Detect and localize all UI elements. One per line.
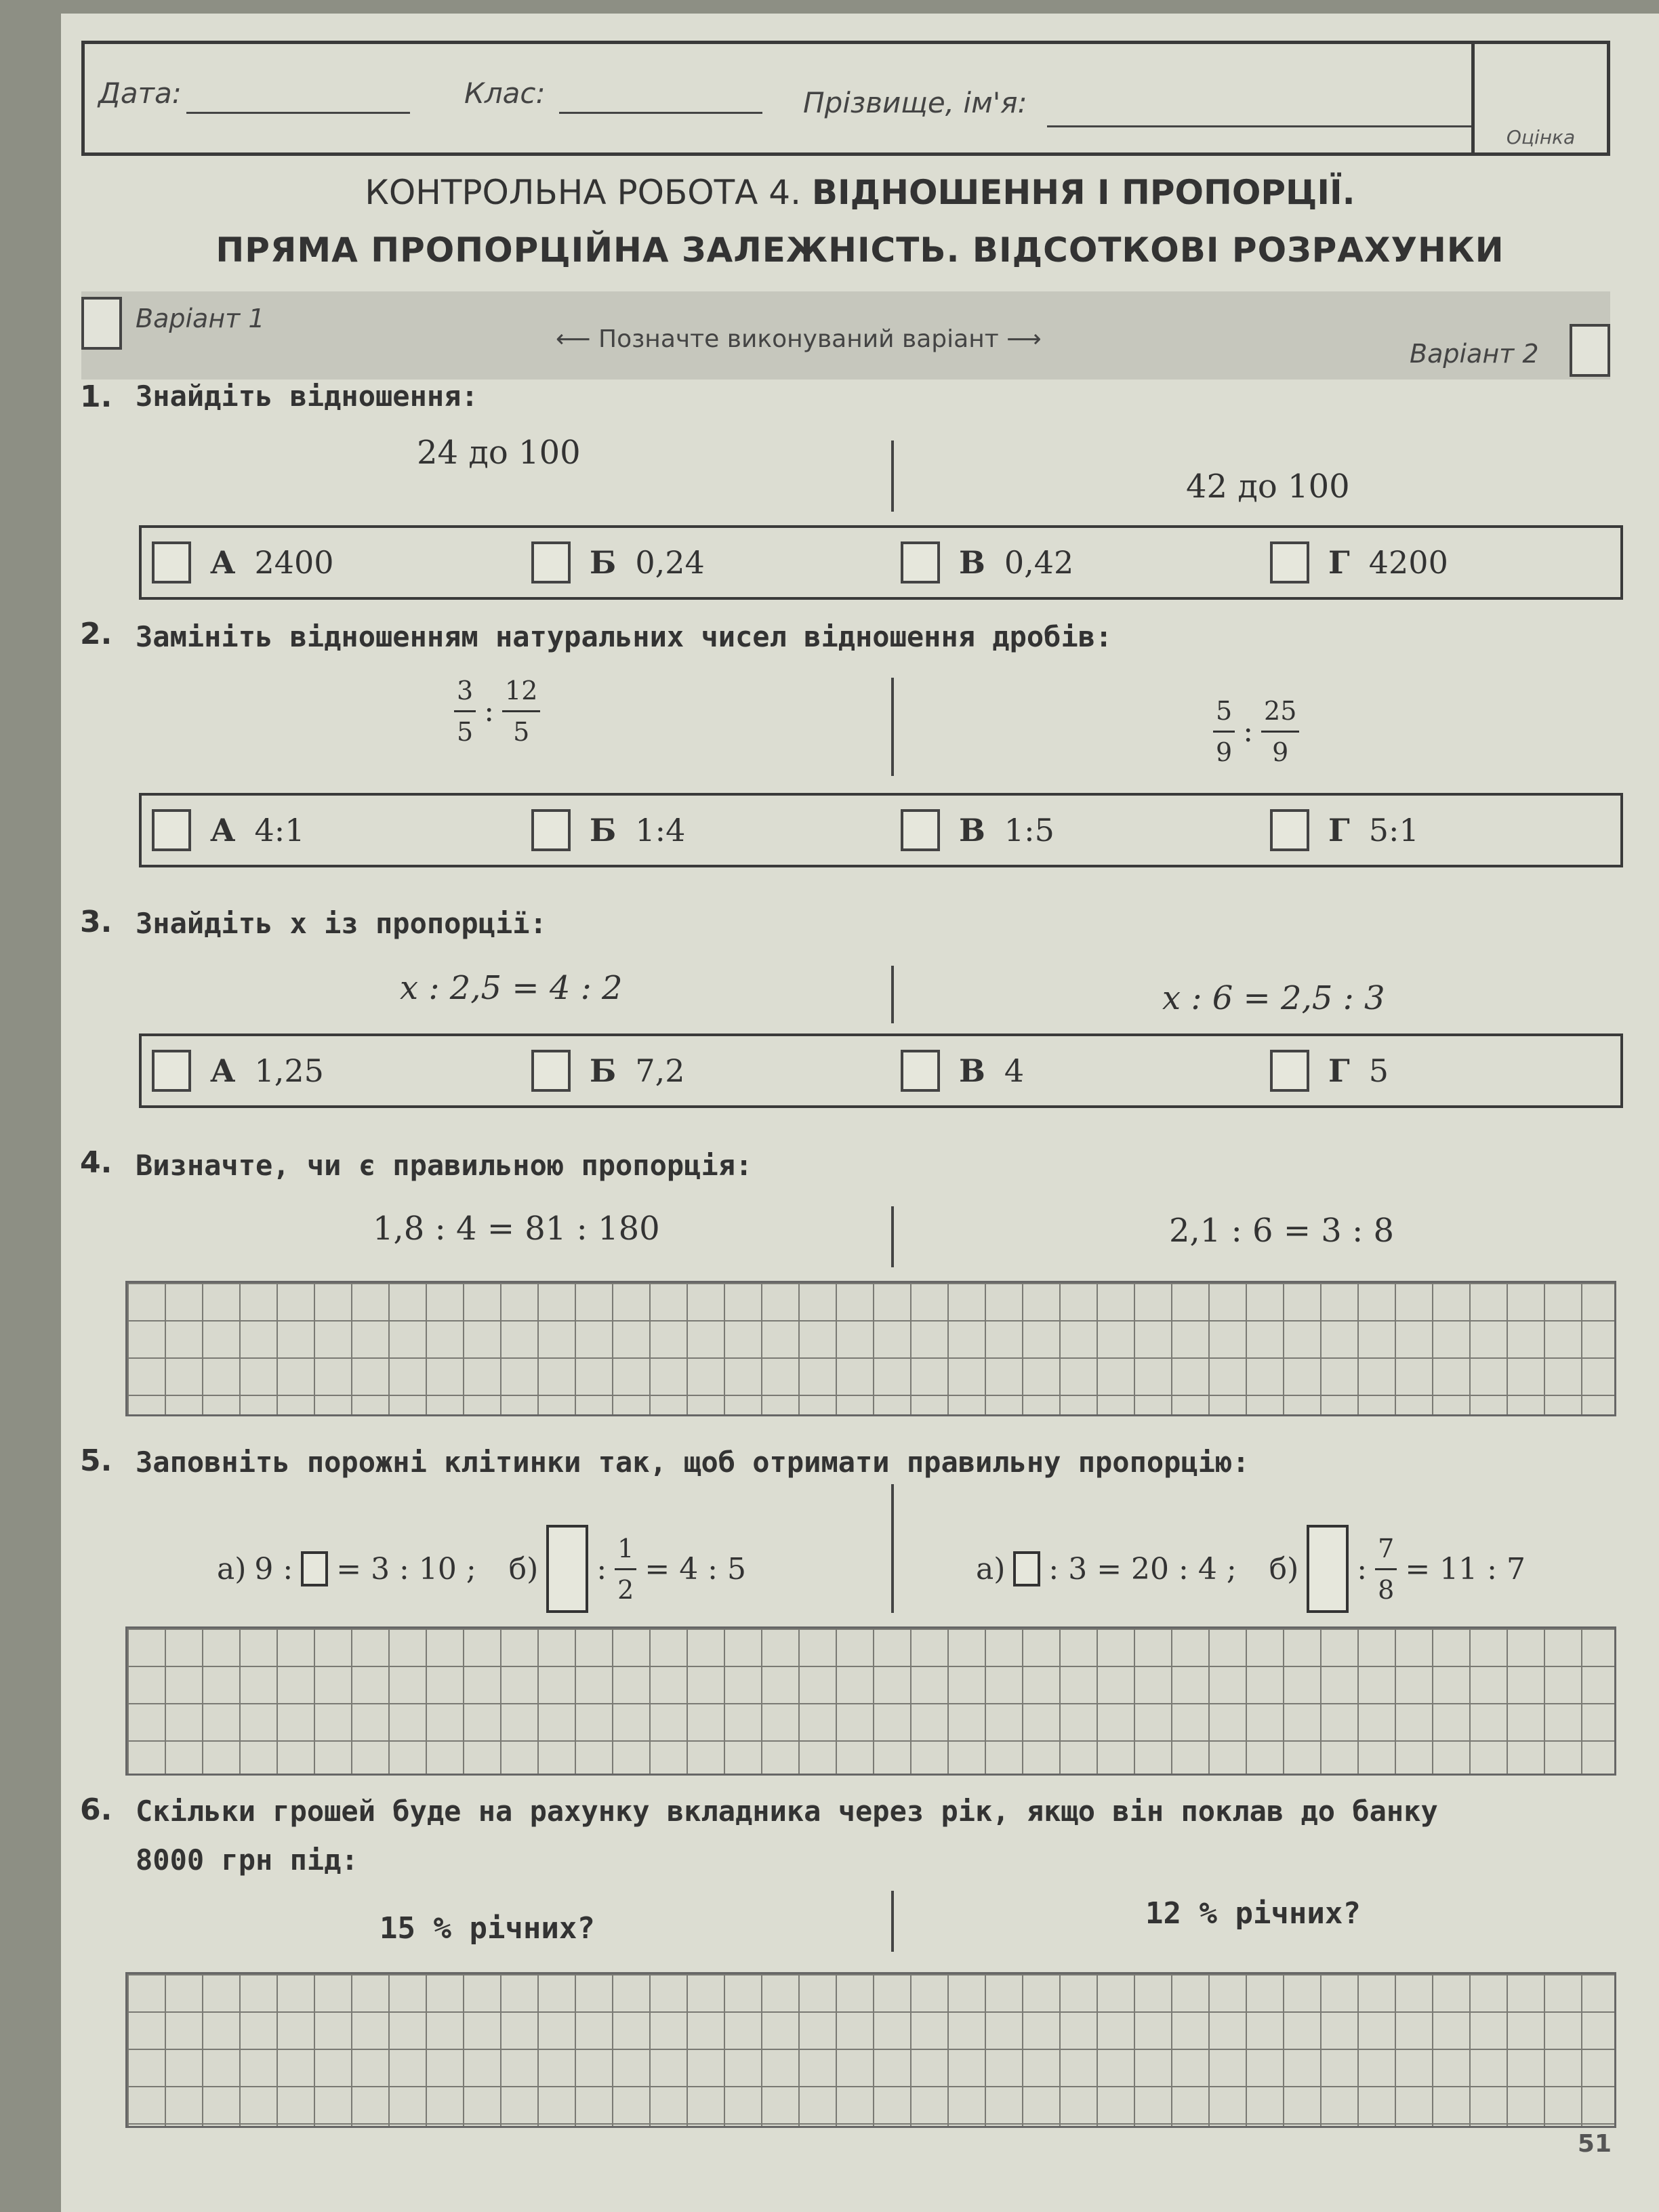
- q1-option-c[interactable]: В 0,42: [901, 541, 1073, 583]
- q3-option-d[interactable]: Г 5: [1270, 1050, 1389, 1092]
- date-field[interactable]: [186, 112, 410, 114]
- q5-number: 5.: [80, 1443, 112, 1478]
- q6-text-line1: Скільки грошей буде на рахунку вкладника через рік, якщо він поклав до банку: [136, 1795, 1438, 1828]
- q4-text: Визначте, чи є правильною пропорція:: [136, 1149, 753, 1182]
- q2-answer-box: [139, 793, 1623, 867]
- variant-selector: [81, 291, 1610, 380]
- q3-option-b[interactable]: Б 7,2: [531, 1050, 684, 1092]
- q3-number: 3.: [80, 905, 112, 939]
- q5-text: Заповніть порожні клітинки так, щоб отримати правильну пропорцію:: [136, 1446, 1250, 1479]
- q4-answer-grid[interactable]: [125, 1281, 1616, 1416]
- worksheet-page: [61, 14, 1659, 2212]
- q2-right-expression: $\frac{5}{9}$ : $\frac{25}{9}$: [1213, 698, 1299, 765]
- checkbox-icon[interactable]: [901, 809, 940, 851]
- q5-divider: [891, 1484, 894, 1613]
- grade-label: Оцінка: [1506, 126, 1576, 148]
- checkbox-icon[interactable]: [1270, 1050, 1309, 1092]
- q5-left-expression: а) 9 : = 3 : 10 ; б) : $\frac{1}{2}$ = 4 : 5: [217, 1525, 746, 1613]
- checkbox-icon[interactable]: [531, 809, 571, 851]
- q6-right-expression: 12 % річних?: [1145, 1896, 1361, 1931]
- q3-right-expression: x : 6 = 2,5 : 3: [1162, 979, 1385, 1017]
- q1-answer-box: [139, 525, 1623, 600]
- q2-left-expression: $\frac{3}{5}$ : $\frac{12}{5}$: [454, 678, 540, 745]
- name-field[interactable]: [1047, 125, 1474, 127]
- q6-number: 6.: [80, 1793, 112, 1827]
- q1-option-b[interactable]: Б 0,24: [531, 541, 705, 583]
- variant-hint: ⟵ Позначте виконуваний варіант ⟶: [556, 325, 1042, 353]
- q3-option-c[interactable]: В 4: [901, 1050, 1024, 1092]
- q3-left-expression: x : 2,5 = 4 : 2: [400, 969, 623, 1007]
- q2-option-c[interactable]: В 1:5: [901, 809, 1054, 851]
- q3-option-a[interactable]: А 1,25: [152, 1050, 324, 1092]
- q2-option-b[interactable]: Б 1:4: [531, 809, 685, 851]
- variant-1-checkbox[interactable]: [81, 297, 122, 350]
- q6-text-line2: 8000 грн під:: [136, 1843, 359, 1877]
- q6-answer-grid[interactable]: [125, 1972, 1616, 2128]
- checkbox-icon[interactable]: [152, 1050, 191, 1092]
- worksheet-subtitle: ПРЯМА ПРОПОРЦІЙНА ЗАЛЕЖНІСТЬ. ВІДСОТКОВІ РОЗРАХУНКИ: [216, 230, 1504, 270]
- worksheet-title: [61, 173, 1659, 212]
- q3-answer-box: [139, 1033, 1623, 1108]
- checkbox-icon[interactable]: [1270, 541, 1309, 583]
- q1-left-expression: 24 до 100: [417, 434, 581, 472]
- q2-divider: [891, 678, 894, 776]
- q2-option-a[interactable]: А 4:1: [152, 809, 305, 851]
- q5-right-a-blank[interactable]: [1013, 1551, 1040, 1586]
- student-info-box: [81, 41, 1610, 156]
- class-label: Клас:: [464, 77, 546, 110]
- q3-divider: [891, 966, 894, 1023]
- q1-option-d[interactable]: Г 4200: [1270, 541, 1448, 583]
- q4-divider: [891, 1206, 894, 1267]
- q1-text: Знайдіть відношення:: [136, 380, 478, 413]
- checkbox-icon[interactable]: [901, 541, 940, 583]
- grade-box[interactable]: [1471, 44, 1607, 152]
- q4-right-expression: 2,1 : 6 = 3 : 8: [1169, 1212, 1395, 1250]
- q5-right-b-blank[interactable]: [1307, 1525, 1349, 1613]
- checkbox-icon[interactable]: [1270, 809, 1309, 851]
- q4-left-expression: 1,8 : 4 = 81 : 180: [373, 1210, 660, 1248]
- variant-2-checkbox[interactable]: [1570, 324, 1610, 377]
- q5-left-a-blank[interactable]: [301, 1551, 328, 1586]
- checkbox-icon[interactable]: [152, 809, 191, 851]
- checkbox-icon[interactable]: [531, 541, 571, 583]
- q1-divider: [891, 441, 894, 512]
- q2-text: Замініть відношенням натуральних чисел відношення дробів:: [136, 620, 1113, 653]
- variant-2-label: Варіант 2: [1410, 339, 1539, 369]
- checkbox-icon[interactable]: [152, 541, 191, 583]
- q1-option-a[interactable]: А 2400: [152, 541, 334, 583]
- q6-left-expression: 15 % річних?: [380, 1911, 595, 1946]
- class-field[interactable]: [559, 112, 762, 114]
- q4-number: 4.: [80, 1145, 112, 1180]
- q2-option-d[interactable]: Г 5:1: [1270, 809, 1419, 851]
- name-label: Прізвище, ім'я:: [803, 86, 1027, 119]
- q5-right-expression: а) : 3 = 20 : 4 ; б) : $\frac{7}{8}$ = 11 : 7: [976, 1525, 1525, 1613]
- q1-number: 1.: [80, 380, 112, 414]
- q3-text: Знайдіть x із пропорції:: [136, 907, 547, 940]
- checkbox-icon[interactable]: [901, 1050, 940, 1092]
- q5-answer-grid[interactable]: [125, 1626, 1616, 1776]
- title-prefix: КОНТРОЛЬНА РОБОТА 4.: [365, 173, 801, 212]
- q6-divider: [891, 1891, 894, 1952]
- q5-left-b-blank[interactable]: [546, 1525, 588, 1613]
- variant-1-label: Варіант 1: [136, 304, 265, 333]
- title-topic: ВІДНОШЕННЯ І ПРОПОРЦІЇ.: [811, 173, 1355, 212]
- date-label: Дата:: [98, 77, 182, 110]
- q1-right-expression: 42 до 100: [1186, 468, 1350, 506]
- checkbox-icon[interactable]: [531, 1050, 571, 1092]
- page-number: 51: [1577, 2130, 1612, 2158]
- q2-number: 2.: [80, 617, 112, 651]
